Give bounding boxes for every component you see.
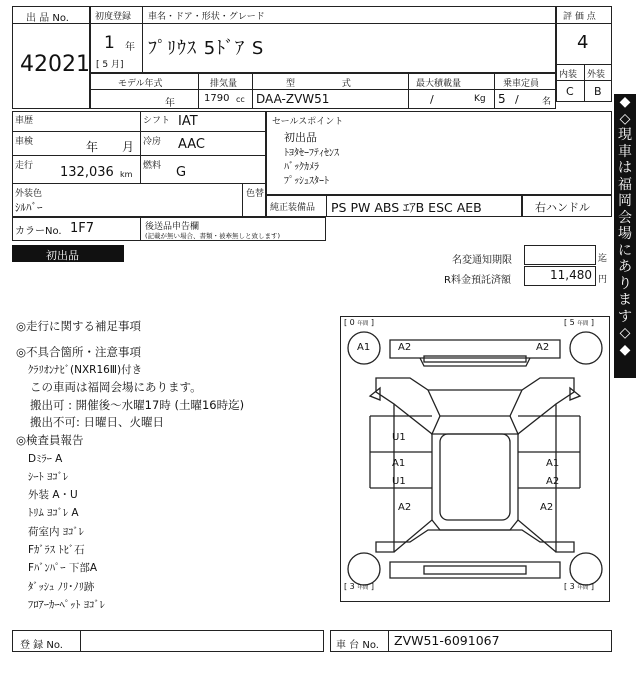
- inspector-line: Dﾐﾗｰ A: [28, 452, 63, 465]
- chassis-number: ZVW51-6091067: [394, 633, 500, 648]
- banner-char: 岡: [618, 193, 632, 209]
- remark-line: この車両は福岡会場にあります。: [30, 380, 202, 395]
- defects-header: ◎不具合箇所・注意事項: [16, 345, 142, 359]
- history-label: 車歴: [15, 116, 34, 126]
- inspector-line: Fﾊﾞﾝﾊﾟｰ 下部A: [28, 562, 98, 575]
- interior-label: 内装: [559, 70, 578, 80]
- exterior-label: 外装: [587, 70, 606, 80]
- banner-char: ま: [618, 292, 632, 308]
- location-banner: [614, 94, 636, 378]
- lot-number: 42021: [20, 52, 90, 77]
- exterior-color-label: 外装色: [15, 189, 43, 199]
- first-reg-year: 1: [104, 33, 115, 53]
- max-load-label: 最大積載量: [416, 79, 462, 89]
- sales-point-item: 初出品: [284, 131, 317, 144]
- front-bumper: [390, 340, 560, 358]
- banner-char: ◇: [619, 325, 631, 341]
- recycle-unit: 円: [598, 275, 608, 285]
- ac-label: 冷房: [143, 137, 162, 147]
- mark-bumper-right: A2: [536, 342, 550, 353]
- banner-char: に: [618, 242, 632, 259]
- rear-plate: [424, 566, 526, 574]
- chassis-label: 車 台 No.: [336, 640, 379, 651]
- steering-value: 右ハンドル: [535, 201, 590, 214]
- banner-char: 福: [618, 176, 632, 193]
- roof: [440, 434, 510, 520]
- mark-tire-front-left: A1: [357, 342, 371, 353]
- mileage-value: 132,036: [60, 165, 114, 180]
- equipment-items: PS PW ABS ｴｱB ESC AEB: [331, 200, 482, 215]
- recycle-label: R料金預託済額: [444, 275, 511, 286]
- displacement-unit: cc: [236, 95, 245, 104]
- color-change-label: 色替: [246, 189, 265, 199]
- fuel-label: 燃料: [143, 161, 162, 171]
- hood: [428, 390, 522, 416]
- mark-door-a1-left: A1: [392, 458, 406, 469]
- banner-char: あ: [618, 259, 632, 275]
- max-load-unit: Kg: [474, 94, 486, 104]
- inspector-line: 荷室内 ﾖｺﾞﾚ: [28, 525, 84, 538]
- model-year-label: モデル年式: [118, 79, 163, 89]
- tire-front-right: [570, 332, 602, 364]
- aftermarket-label: 後送品申告欄: [145, 222, 200, 232]
- banner-char: 会: [618, 209, 632, 226]
- registration-label: 登 録 No.: [20, 640, 63, 651]
- banner-char: ◇: [619, 110, 631, 127]
- car-diagram: [340, 316, 610, 602]
- sales-points-label: セールスポイント: [272, 117, 344, 127]
- banner-char: は: [618, 160, 632, 176]
- exterior-grade: B: [594, 85, 602, 98]
- capacity-sep: /: [515, 93, 519, 106]
- corner-br: [ 3 年間 ]: [564, 582, 594, 591]
- mileage-unit: km: [120, 170, 133, 179]
- first-reg-month: [ 5 月]: [96, 60, 124, 70]
- remark-line: ｸﾗﾘｵﾝﾅﾋﾞ(NXR16Ⅲ)付き: [28, 363, 143, 376]
- inspector-line: 外装 A・U: [28, 489, 78, 502]
- equipment-label: 純正装備品: [270, 203, 316, 213]
- banner-char: 車: [618, 143, 632, 160]
- name-change-unit: 迄: [598, 254, 608, 264]
- inspection-month-unit: 月: [122, 140, 135, 154]
- details-box: [12, 111, 266, 217]
- inspector-line: ﾀﾞｯｼｭ ﾉﾘ･ﾉﾘ跡: [28, 580, 95, 593]
- rear-glass: [432, 520, 518, 530]
- inspector-line: Fｶﾞﾗｽ ﾄﾋﾞ石: [28, 544, 85, 557]
- first-reg-year-unit: 年: [125, 42, 135, 53]
- windscreen: [432, 416, 518, 434]
- tire-rear-left: [348, 553, 380, 585]
- first-listing-text: 初出品: [46, 249, 79, 262]
- sales-point-item: ﾄﾖﾀｾｰﾌﾃｨｾﾝｽ: [284, 148, 339, 159]
- corner-tr: [ 5 年間 ]: [564, 318, 594, 327]
- banner-char: り: [618, 275, 632, 292]
- front-grille: [424, 356, 526, 362]
- capacity-unit: 名: [542, 97, 552, 107]
- shift-label: シフト: [143, 116, 171, 126]
- banner-char: ◆: [619, 94, 631, 110]
- banner-char: 現: [618, 127, 632, 143]
- displacement-value: 1790: [204, 93, 230, 104]
- inspection-label: 車検: [15, 137, 34, 147]
- banner-char: ◆: [619, 341, 631, 358]
- car-name-label: 車名・ドア・形状・グレード: [148, 12, 265, 22]
- remark-line: 搬出不可: 日曜日、火曜日: [30, 415, 165, 430]
- rear-bumper: [390, 562, 560, 578]
- inspector-line: ﾄﾘﾑ ﾖｺﾞﾚ A: [28, 507, 79, 520]
- mark-door-a1-right: A1: [546, 458, 560, 469]
- banner-char: す: [618, 308, 632, 325]
- overall-grade: 4: [577, 32, 589, 53]
- color-no-label: カラーNo.: [15, 226, 62, 237]
- sales-point-item: ﾌﾟｯｼｭｽﾀｰﾄ: [284, 176, 329, 187]
- inspector-line: ﾌﾛｱｰｶｰﾍﾟｯﾄ ﾖｺﾞﾚ: [28, 598, 105, 611]
- model-year-unit: 年: [165, 98, 175, 109]
- shift-value: IAT: [178, 114, 198, 129]
- mileage-label: 走行: [15, 161, 34, 171]
- corner-bl: [ 3 年間 ]: [344, 582, 374, 591]
- exterior-color-value: ｼﾙﾊﾞｰ: [15, 201, 43, 214]
- tire-rear-right: [570, 553, 602, 585]
- corner-tl: [ 0 年間 ]: [344, 318, 374, 327]
- fuel-value: G: [176, 165, 187, 180]
- ac-value: AAC: [178, 137, 205, 152]
- inspection-year-unit: 年: [86, 140, 99, 154]
- name-change-label: 名変通知期限: [452, 255, 512, 266]
- grade-label: 評 価 点: [563, 12, 596, 22]
- mark-door-u1-left: U1: [392, 432, 406, 443]
- name-change-field: [524, 245, 596, 265]
- driving-notes-header: ◎走行に関する補足事項: [16, 319, 142, 333]
- mark-door-u1-left2: U1: [392, 476, 406, 487]
- remark-line: 搬出可 : 開催後～水曜17時 (土曜16時迄): [30, 397, 245, 412]
- first-reg-label: 初度登録: [95, 12, 132, 22]
- defects-area: [16, 344, 244, 614]
- displacement-label: 排気量: [210, 79, 238, 89]
- sales-point-item: ﾊﾞｯｸｶﾒﾗ: [284, 162, 319, 173]
- mark-quarter-left: A2: [398, 502, 412, 513]
- mark-bumper-left: A2: [398, 342, 412, 353]
- lot-label: 出 品 No.: [26, 13, 69, 24]
- mark-quarter-right: A2: [540, 502, 554, 513]
- car-name: ﾌﾟﾘｳｽ 5ﾄﾞｱ S: [148, 38, 265, 59]
- mark-door-a2-right: A2: [546, 476, 560, 487]
- inspector-line: ｼｰﾄ ﾖｺﾞﾚ: [28, 470, 69, 483]
- interior-grade: C: [566, 85, 574, 98]
- max-load-sep: /: [430, 93, 434, 106]
- model-code: DAA-ZVW51: [256, 92, 330, 106]
- model-label: 型 式: [286, 79, 351, 89]
- aftermarket-note: (記載が無い場合、書類・被牽無しと致します): [145, 232, 281, 240]
- capacity-label: 乗車定員: [503, 79, 540, 89]
- recycle-value: 11,480: [550, 268, 592, 282]
- color-no-value: 1F7: [70, 221, 95, 236]
- banner-char: 場: [618, 226, 632, 242]
- capacity-value: 5: [498, 92, 506, 106]
- remarks-area: [16, 318, 141, 336]
- inspector-header: ◎検査員報告: [16, 432, 84, 447]
- car-body-outline: [376, 378, 574, 552]
